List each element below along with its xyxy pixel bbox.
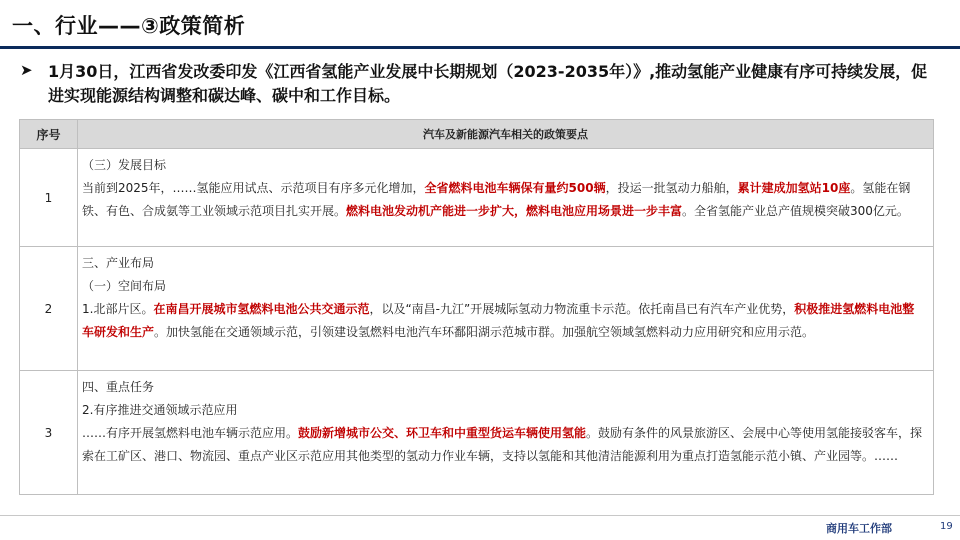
summary-bullet	[20, 60, 940, 108]
highlight-text: 累计建成加氢站10座	[737, 181, 851, 195]
text-run: 当前到2025年，……氢能应用试点、示范项目有序多元化增加，	[82, 181, 425, 195]
row-number: 1	[20, 149, 78, 247]
page-title: 一、行业——③政策简析	[12, 14, 246, 38]
section-heading: （三）发展目标	[82, 158, 167, 172]
section-heading: 三、产业布局	[82, 256, 155, 270]
text-run: 。加快氢能在交通领域示范，引领建设氢燃料电池汽车环鄱阳湖示范城市群。加强航空领域氢燃料动力应用研究和应用示范。	[154, 325, 815, 339]
text-run: ，投运一批氢动力船舶，	[605, 181, 738, 195]
text-run: 。鼓励有条件的风景旅游区、会展中心等使用氢能接驳客车，探索在工矿区、港口、物流园、重点产业区示范应用其他类型的氢动力作业车辆，支持以氢能和其他清洁能源利用为重点打造氢能示范小镇、产业园等。……	[82, 426, 923, 463]
summary-text: 1月30日，江西省发改委印发《江西省氢能产业发展中长期规划（2023-2035年）》,推动氢能产业健康有序可持续发展，促进实现能源结构调整和碳达峰、碳中和工作目标。	[48, 62, 928, 105]
header-no: 序号	[20, 120, 78, 149]
text-run: ……有序开展氢燃料电池车辆示范应用。	[82, 426, 299, 440]
page-number: 19	[940, 521, 953, 532]
table-header-row	[20, 120, 934, 149]
subsection-heading: 2.有序推进交通领域示范应用	[82, 403, 238, 417]
header-content: 汽车及新能源汽车相关的政策要点	[78, 120, 934, 149]
text-run: 。全省氢能产业总产值规模突破300亿元。	[682, 204, 909, 218]
footer-brand: 商用车工作部	[826, 522, 892, 535]
section-heading: 四、重点任务	[82, 380, 155, 394]
row-content	[78, 371, 934, 495]
row-content	[78, 247, 934, 371]
subsection-heading: （一）空间布局	[82, 279, 167, 293]
policy-table	[19, 119, 934, 495]
table-row	[20, 247, 934, 371]
row-content	[78, 149, 934, 247]
table-row	[20, 149, 934, 247]
highlight-text: 鼓励新增城市公交、环卫车和中重型货运车辆使用氢能	[298, 426, 587, 440]
text-run: 。氢能在钢铁、有色、合成氨等工业领域示范项目扎实开展。	[82, 181, 911, 218]
highlight-text: 全省燃料电池车辆保有量约500辆	[424, 181, 606, 195]
text-run: ，以及“南昌-九江”开展城际氢动力物流重卡示范。依托南昌已有汽车产业优势，	[369, 302, 795, 316]
highlight-text: 在南昌开展城市氢燃料电池公共交通示范	[153, 302, 370, 316]
text-run: 1.北部片区。	[82, 302, 154, 316]
table-row	[20, 371, 934, 495]
row-number: 2	[20, 247, 78, 371]
title-divider	[0, 46, 960, 49]
highlight-text: 燃料电池发动机产能进一步扩大，燃料电池应用场景进一步丰富	[346, 204, 683, 218]
highlight-text: 积极推进氢燃料电池整车研发和生产	[82, 302, 915, 339]
footer-divider	[0, 515, 960, 516]
row-number: 3	[20, 371, 78, 495]
arrow-right-bullet-icon: ➤	[20, 61, 33, 79]
